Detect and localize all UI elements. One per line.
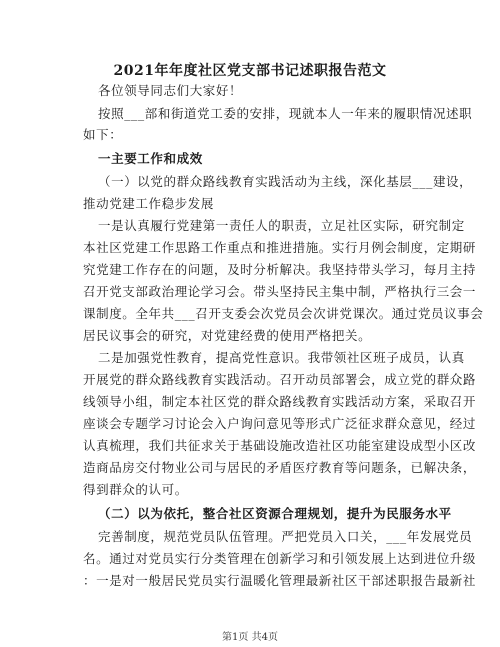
section-heading: 一主要工作和成效	[98, 151, 203, 166]
text-line: 召开党支部政治理论学习会。带头坚持民主集中制，严格执行三会一	[83, 284, 477, 299]
page-number: 第1页 共4页	[222, 632, 278, 643]
text-line: 开展党的群众路线教育实践活动。召开动员部署会，成立党的群众路	[83, 372, 477, 387]
section-heading: （二）以为依托，整合社区资源合理规划，提升为民服务水平	[98, 506, 452, 521]
text-line: 得到群众的认可。	[83, 482, 188, 497]
document-title: 2021年年度社区党支部书记述职报告范文	[113, 63, 387, 79]
text-line: 线领导小组，制定本社区党的群众路线教育实践活动方案，采取召开	[83, 394, 477, 409]
text-line: 二是加强党性教育，提高党性意识。我带领社区班子成员，认真	[98, 350, 465, 365]
text-line: 推动党建工作稳步发展	[83, 196, 215, 211]
text-line: 名。通过对党员实行分类管理在创新学习和引领发展上达到进位升级	[83, 551, 477, 566]
text-line: 一是认真履行党建第一责任人的职责，立足社区实际，研究制定	[98, 218, 465, 233]
text-line: ：一是对一般居民党员实行温暖化管理最新社区干部述职报告最新社	[83, 573, 477, 588]
text-line: 究党建工作存在的问题，及时分析解决。我坚持带头学习，每月主持	[83, 262, 477, 277]
text-line: 按照___部和街道党工委的安排，现就本人一年来的履职情况述职	[98, 106, 473, 121]
text-line: 座谈会专题学习讨论会入户询问意见等形式广泛征求群众意见，经过	[83, 416, 477, 431]
text-line: 课制度。全年共___召开支委会次党员会次讲党课次。通过党员议事会	[83, 306, 484, 321]
text-line: 造商品房交付物业公司与居民的矛盾医疗教育等问题条，已解决条，	[83, 460, 477, 475]
text-line: 完善制度，规范党员队伍管理。严把党员入口关，___年发展党员	[98, 529, 473, 544]
text-line: 认真梳理，我们共征求关于基础设施改造社区功能室建设成型小区改	[83, 438, 477, 453]
text-line: 居民议事会的研究，对党建经费的使用严格把关。	[83, 328, 372, 343]
text-line: 各位领导同志们大家好！	[98, 83, 243, 98]
text-line: 如下：	[83, 127, 123, 142]
text-line: 本社区党建工作思路工作重点和推进措施。实行月例会制度，定期研	[83, 240, 477, 255]
text-line: （一）以党的群众路线教育实践活动为主线，深化基层___建设，	[98, 174, 473, 189]
